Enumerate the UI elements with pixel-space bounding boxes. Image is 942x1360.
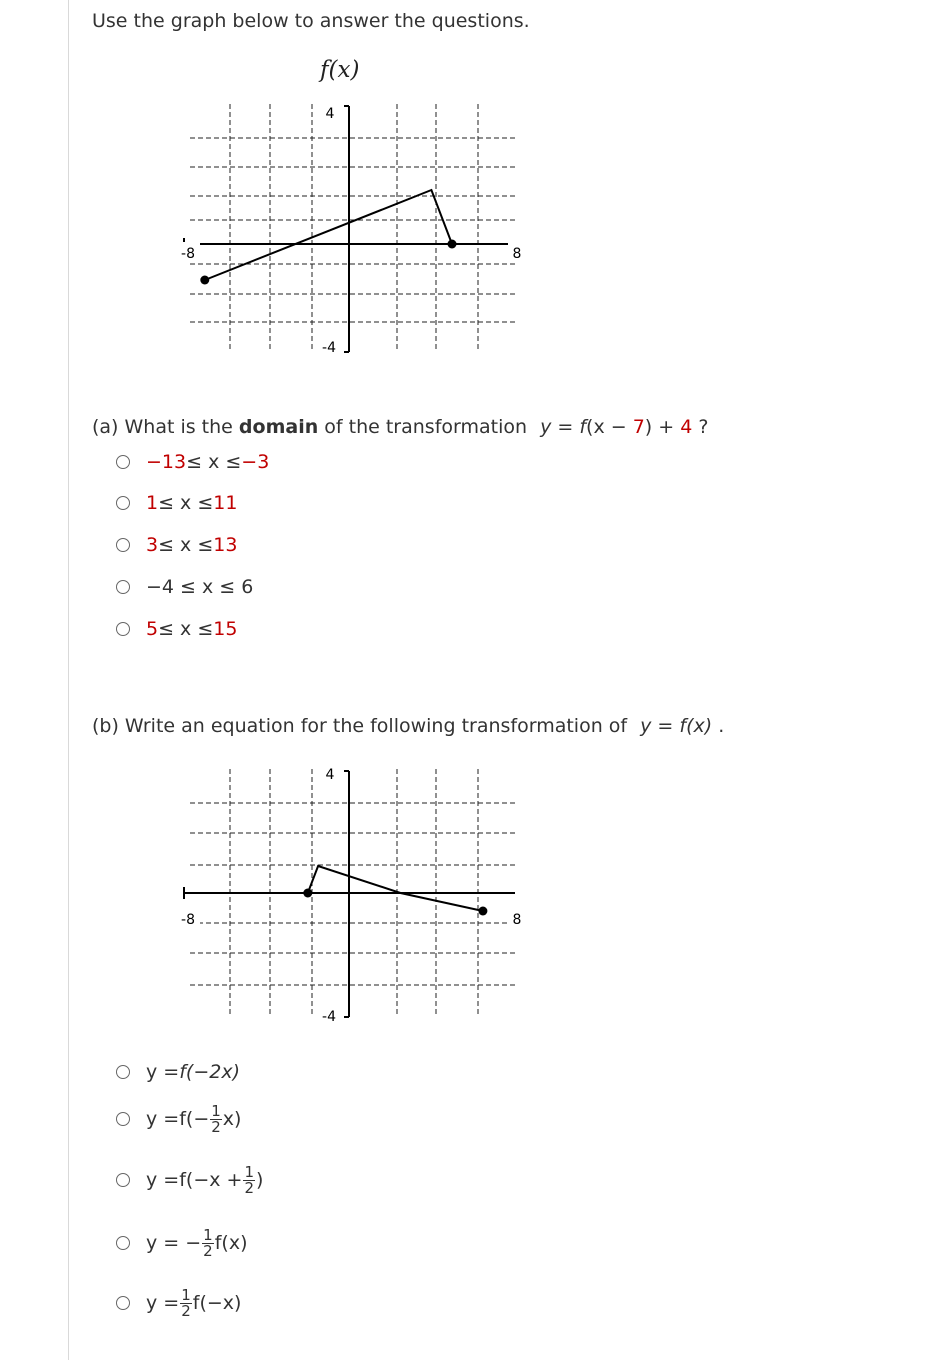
transformed-curve bbox=[308, 866, 483, 911]
option-text: 11 bbox=[213, 492, 238, 514]
option-text: ≤ x ≤ bbox=[158, 492, 214, 514]
radio-button[interactable] bbox=[116, 1296, 130, 1310]
fraction: $\frac{1}{2}$ bbox=[211, 1101, 221, 1136]
graph-b-endpoint-2 bbox=[478, 907, 487, 916]
option-a-1[interactable] bbox=[116, 447, 269, 477]
x-min-label: -8 bbox=[181, 246, 195, 262]
fraction: $\frac{1}{2}$ bbox=[181, 1285, 191, 1320]
option-text: 5 bbox=[146, 618, 159, 640]
option-b-2[interactable]: y = f(− $\frac{1}{2}$ x) bbox=[116, 1104, 241, 1134]
option-text: 15 bbox=[213, 618, 238, 640]
graph-b-endpoint-1 bbox=[303, 889, 312, 898]
fraction: $\frac{1}{2}$ bbox=[203, 1225, 213, 1260]
graph-a-endpoint-2 bbox=[448, 240, 457, 249]
radio-button[interactable] bbox=[116, 1065, 130, 1079]
radio-button[interactable] bbox=[116, 1112, 130, 1126]
option-a-5[interactable] bbox=[116, 614, 237, 644]
x-max-label: 8 bbox=[512, 246, 522, 262]
option-a-3[interactable] bbox=[116, 530, 237, 560]
option-text: −3 bbox=[241, 451, 270, 473]
option-b-1[interactable]: y = f(−2x) bbox=[116, 1057, 240, 1087]
graph-f-of-x bbox=[180, 100, 525, 360]
radio-button[interactable] bbox=[116, 1173, 130, 1187]
radio-button[interactable] bbox=[116, 455, 130, 469]
domain-keyword: domain bbox=[238, 416, 319, 438]
option-b-3[interactable]: y = f(−x + $\frac{1}{2}$ ) bbox=[116, 1165, 263, 1195]
option-text: ≤ x ≤ bbox=[158, 618, 214, 640]
option-a-2[interactable] bbox=[116, 488, 237, 518]
option-text: 13 bbox=[213, 534, 238, 556]
x-min-label: -8 bbox=[181, 912, 195, 928]
fraction: $\frac{1}{2}$ bbox=[244, 1162, 254, 1197]
question-b-equation: y = f(x) bbox=[640, 715, 713, 737]
option-text: −4 ≤ x ≤ 6 bbox=[146, 576, 254, 598]
y-min-label: -4 bbox=[322, 1009, 336, 1025]
question-a: (a) What is the domain of the transformation y = f(x − 7) + 4 ? bbox=[92, 416, 709, 438]
option-text: 1 bbox=[146, 492, 159, 514]
radio-button[interactable] bbox=[116, 538, 130, 552]
graph-title: f(x) bbox=[320, 57, 360, 83]
x-max-label: 8 bbox=[512, 912, 522, 928]
question-b: (b) Write an equation for the following transformation of y = f(x) . bbox=[92, 715, 725, 737]
option-text: −13 bbox=[146, 451, 187, 473]
radio-button[interactable] bbox=[116, 496, 130, 510]
option-text: ≤ x ≤ bbox=[158, 534, 214, 556]
y-min-label: -4 bbox=[322, 340, 336, 356]
option-b-5[interactable]: y = $\frac{1}{2}$ f(−x) bbox=[116, 1288, 241, 1318]
radio-button[interactable] bbox=[116, 622, 130, 636]
y-max-label: 4 bbox=[325, 767, 335, 783]
f-curve bbox=[205, 190, 452, 280]
graph-a-endpoint-1 bbox=[200, 276, 209, 285]
radio-button[interactable] bbox=[116, 1236, 130, 1250]
radio-button[interactable] bbox=[116, 580, 130, 594]
page-left-border bbox=[68, 0, 69, 1360]
option-a-4[interactable] bbox=[116, 572, 253, 602]
intro-text: Use the graph below to answer the questions. bbox=[92, 10, 530, 32]
option-text: ≤ x ≤ bbox=[186, 451, 242, 473]
y-max-label: 4 bbox=[325, 106, 335, 122]
option-text: 3 bbox=[146, 534, 159, 556]
option-b-4[interactable]: y = − $\frac{1}{2}$ f(x) bbox=[116, 1228, 247, 1258]
graph-transformed bbox=[180, 765, 525, 1025]
